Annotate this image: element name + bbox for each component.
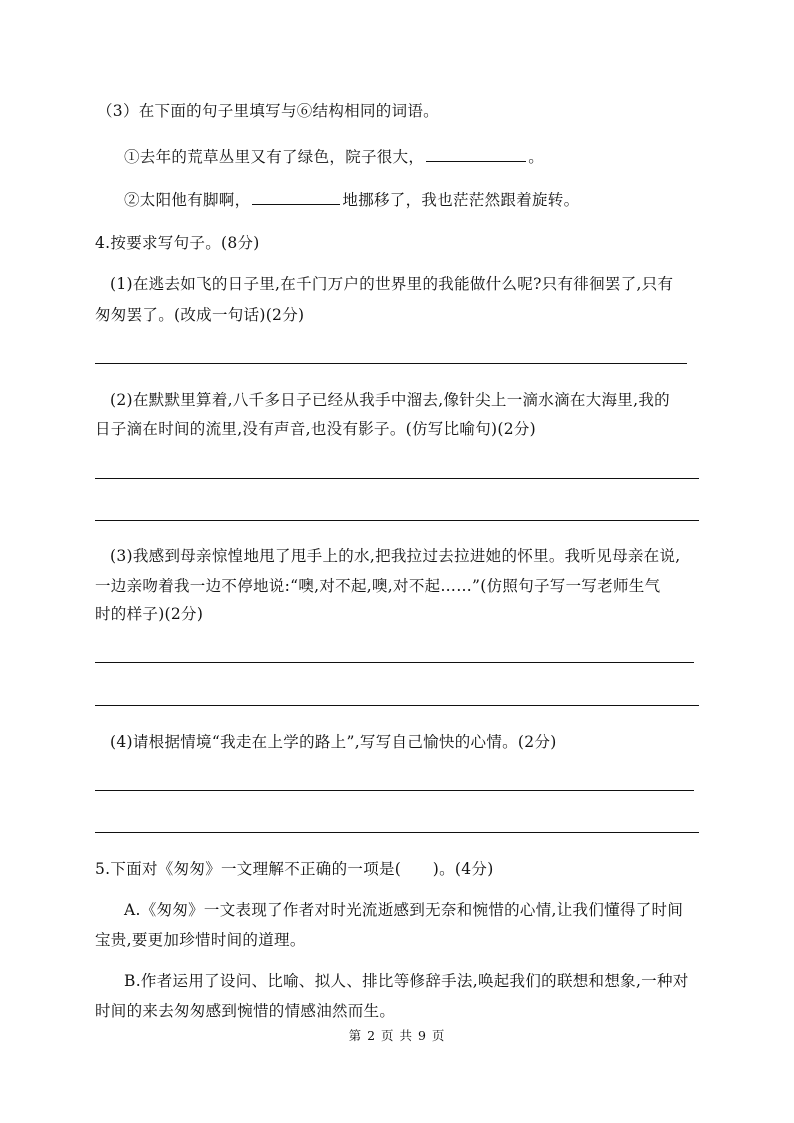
q5-option-a-line2: 宝贵,要更加珍惜时间的道理。	[95, 931, 306, 949]
q5-option-b-line1[interactable]: B.作者运用了设问、比喻、拟人、排比等修辞手法,唤起我们的联想和想象,一种对	[124, 972, 689, 990]
q4-s1-line1: (1)在逃去如飞的日子里,在千门万户的世界里的我能做什么呢?只有徘徊罢了,只有	[110, 275, 674, 293]
q4-s4-answer-line-2[interactable]	[95, 832, 699, 833]
q4-s2-line1: (2)在默默里算着,八千多日子已经从我手中溜去,像针尖上一滴水滴在大海里,我的	[110, 391, 670, 409]
q4-s4-answer-line-1[interactable]	[95, 790, 694, 791]
q4-s2-line2: 日子滴在时间的流里,没有声音,也没有影子。(仿写比喻句)(2分)	[95, 420, 537, 438]
q3-sub3-item2	[124, 190, 579, 210]
q4-s2-answer-line-1[interactable]	[95, 478, 699, 479]
q4-s3-line2: 一边亲吻着我一边不停地说:“噢,对不起,噢,对不起……”(仿照句子写一写老师生气	[95, 577, 661, 595]
q3-sub3-prompt: （3）在下面的句子里填写与⑥结构相同的词语。	[97, 102, 439, 120]
q3-sub3-item1-before: ①去年的荒草丛里又有了绿色，院子很大，	[124, 148, 425, 166]
q3-sub3-item1-after: 。	[528, 148, 545, 166]
q4-s3-line1: (3)我感到母亲惊惶地甩了甩手上的水,把我拉过去拉进她的怀里。我听见母亲在说,	[110, 547, 681, 565]
q4-s4-line1: (4)请根据情境“我走在上学的路上”,写写自己愉快的心情。(2分)	[110, 733, 557, 751]
q4-s3-answer-line-2[interactable]	[95, 705, 699, 706]
q3-sub3-item2-blank[interactable]	[252, 190, 340, 205]
q3-sub3-item1	[124, 147, 544, 167]
page-number-footer: 第 2 页 共 9 页	[348, 1028, 446, 1043]
q3-sub3-item1-blank[interactable]	[426, 147, 526, 162]
q5-option-b-line2: 时间的来去匆匆感到惋惜的情感油然而生。	[95, 1002, 396, 1020]
q4-title: 4.按要求写句子。(8分)	[95, 234, 260, 252]
q5-title: 5.下面对《匆匆》一文理解不正确的一项是( )。(4分)	[95, 860, 494, 878]
q4-s1-answer-line[interactable]	[95, 363, 687, 364]
q5-option-a-line1[interactable]: A.《匆匆》一文表现了作者对时光流逝感到无奈和惋惜的心情,让我们懂得了时间	[124, 901, 684, 919]
q3-sub3-item2-before: ②太阳他有脚啊，	[124, 191, 251, 209]
q4-s2-answer-line-2[interactable]	[95, 520, 699, 521]
q4-s3-line3: 时的样子)(2分)	[95, 605, 204, 623]
q3-sub3-item2-after: 地挪移了，我也茫茫然跟着旋转。	[342, 191, 580, 209]
q4-s3-answer-line-1[interactable]	[95, 662, 694, 663]
q4-s1-line2: 匆匆罢了。(改成一句话)(2分)	[95, 306, 305, 324]
